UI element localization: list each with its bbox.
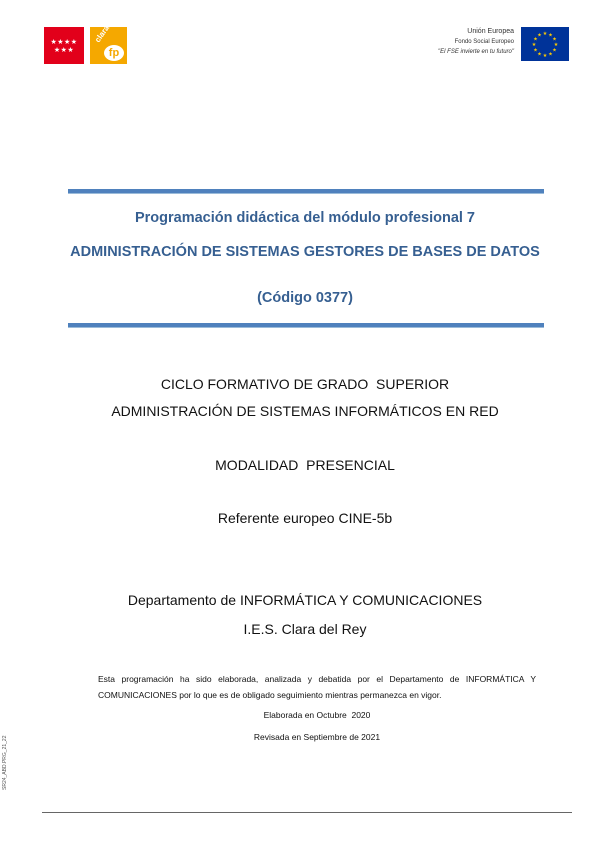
document-code: SR24_ABD.PRG_21_22 — [2, 735, 8, 790]
svg-text:★: ★ — [533, 36, 538, 43]
footer-rule — [42, 812, 572, 813]
eu-caption — [438, 27, 514, 57]
cycle-name: ADMINISTRACIÓN DE SISTEMAS INFORMÁTICOS EN RED — [111, 403, 499, 419]
svg-text:★: ★ — [531, 42, 537, 48]
eu-title: Unión Europea — [467, 28, 514, 35]
svg-text:★: ★ — [533, 47, 538, 54]
modality: MODALIDAD PRESENCIAL — [215, 457, 395, 473]
svg-text:★: ★ — [542, 53, 548, 59]
svg-text:★: ★ — [542, 31, 548, 37]
svg-text:★: ★ — [548, 32, 553, 39]
svg-text:★: ★ — [552, 47, 557, 54]
european-referent: Referente europeo CINE-5b — [217, 510, 393, 526]
eu-motto: "El FSE invierte en tu futuro" — [438, 49, 514, 55]
title-rule-top — [68, 189, 544, 194]
svg-text:★: ★ — [537, 32, 542, 39]
svg-text:★: ★ — [553, 42, 559, 48]
eu-fund: Fondo Social Europeo — [454, 39, 514, 45]
module-title: ADMINISTRACIÓN DE SISTEMAS GESTORES DE BASES DE DATOS — [70, 244, 540, 260]
fp-logo-mark: fp — [104, 45, 124, 61]
title-rule-bottom — [68, 323, 544, 328]
eu-stars-icon — [521, 27, 569, 61]
elaborated-date: Elaborada en Octubre 2020 — [263, 710, 371, 720]
cycle-level: CICLO FORMATIVO DE GRADO SUPERIOR — [160, 376, 450, 392]
svg-text:★: ★ — [537, 51, 542, 58]
approval-statement: Esta programación ha sido elaborada, analizada y debatida por el Departamento de INFORMÁTICA Y COMUNICACIONES por lo que es de obligado seguimiento mientras permanezca en vigor. — [98, 674, 536, 700]
department: Departamento de INFORMÁTICA Y COMUNICACIONES — [127, 592, 483, 608]
school-name: I.E.S. Clara del Rey — [243, 621, 367, 637]
eu-flag-icon — [521, 27, 569, 61]
revised-date: Revisada en Septiembre de 2021 — [253, 732, 381, 742]
claradelrey-fp-logo — [90, 4, 127, 64]
madrid-flag-logo — [44, 27, 84, 64]
program-title: Programación didáctica del módulo profesional 7 — [134, 210, 475, 226]
svg-text:★: ★ — [548, 51, 553, 58]
svg-text:★: ★ — [552, 36, 557, 43]
fp-logo-word: claradelrey — [93, 4, 125, 45]
madrid-stars: ★★★★ ★★★ — [50, 38, 78, 54]
module-code: (Código 0377) — [257, 290, 353, 306]
